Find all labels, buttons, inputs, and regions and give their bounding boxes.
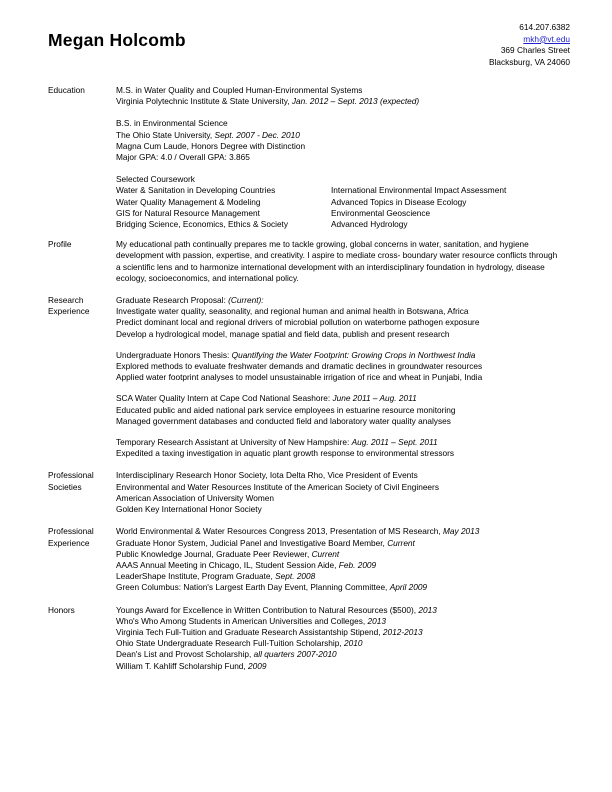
- bs-school-line: [116, 130, 564, 141]
- research-entry-title: SCA Water Quality Intern at Cape Cod National Seashore:: [116, 393, 331, 404]
- research-entry: [116, 393, 564, 427]
- item-text: Who's Who Among Students in American Universities and Colleges,: [116, 615, 366, 626]
- section-content-professional-societies: [116, 470, 564, 515]
- bs-honors: Magna Cum Laude, Honors Degree with Distinction: [116, 140, 306, 151]
- coursework-item: Water & Sanitation in Developing Countries: [116, 185, 276, 196]
- ms-school: Virginia Polytechnic Institute & State University,: [116, 96, 290, 107]
- spacer: [116, 163, 564, 174]
- item-date: 2012-2013: [382, 626, 423, 637]
- research-entry: [116, 295, 564, 340]
- society-item: Golden Key International Honor Society: [116, 504, 262, 515]
- research-bullet: Predict dominant local and regional drivers of microbial pollution on waterborne pathogen exposure: [116, 317, 480, 328]
- item-date: Current: [311, 548, 340, 559]
- resume-body: [48, 85, 564, 672]
- item-text: Graduate Honor System, Judicial Panel and Investigative Board Member,: [116, 537, 385, 548]
- section-label-line1: Professional: [48, 470, 94, 481]
- spacer: [116, 107, 564, 118]
- street-address: 369 Charles Street: [500, 45, 570, 56]
- coursework-heading: Selected Coursework: [116, 174, 195, 185]
- email-link[interactable]: mkh@vt.edu: [523, 33, 570, 44]
- society-item: Interdisciplinary Research Honor Society, Iota Delta Rho, Vice President of Events: [116, 470, 418, 481]
- coursework-item: Water Quality Management & Modeling: [116, 196, 261, 207]
- bs-degree: B.S. in Environmental Science: [116, 118, 228, 129]
- research-entry-dates: Aug. 2011 – Sept. 2011: [351, 437, 438, 448]
- section-label-line1: Professional: [48, 526, 94, 537]
- section-professional-experience: [48, 526, 564, 593]
- research-entry-header: [116, 437, 564, 448]
- research-bullet: Explored methods to evaluate freshwater demands and dramatic declines in groundwater resources: [116, 361, 483, 372]
- research-entry-header: [116, 295, 564, 306]
- phone-number: 614.207.6382: [519, 22, 570, 32]
- bs-dates: Sept. 2007 - Dec. 2010: [214, 129, 300, 140]
- item-date: 2009: [248, 660, 267, 671]
- spacer: [116, 383, 564, 393]
- profile-text: My educational path continually prepares me to tackle growing, global concerns in water, sanitation, and hygiene development with passion, expertise, and creativity. I aspire to mediate cross- boundary water resource conflicts through a scientific lens and to harmonize international development with an interdisciplinary foundation in hydrology, disease ecology, socioeconomics, and international policy.: [116, 239, 558, 283]
- section-content-honors: [116, 605, 564, 672]
- section-label-professional-experience: [48, 526, 116, 548]
- section-label-line2: Experience: [48, 306, 90, 317]
- research-entry-header: [116, 350, 564, 361]
- item-text: William T. Kahliff Scholarship Fund,: [116, 660, 246, 671]
- ms-dates: Jan. 2012 – Sept. 2013 (expected): [291, 96, 420, 107]
- research-bullet: Applied water footprint analyses to model unsustainable irrigation of rice and wheat in Punjabi, India: [116, 372, 483, 383]
- section-profile: [48, 239, 564, 284]
- item-date: Sept. 2008: [275, 571, 316, 582]
- ms-degree: M.S. in Water Quality and Coupled Human-Environmental Systems: [116, 85, 363, 95]
- section-label-line1: Research: [48, 295, 84, 306]
- coursework-item: Advanced Topics in Disease Ecology: [331, 196, 467, 207]
- professional-experience-item: [116, 526, 564, 537]
- section-content-profile: [116, 239, 564, 284]
- society-item: American Association of University Women: [116, 492, 275, 503]
- resume-header: [48, 22, 570, 78]
- section-education: [48, 85, 564, 230]
- city-state-zip: Blacksburg, VA 24060: [488, 56, 570, 67]
- honor-item: [116, 649, 564, 660]
- professional-experience-item: [116, 571, 564, 582]
- honor-item: [116, 616, 564, 627]
- coursework-grid: [116, 185, 564, 230]
- item-text: World Environmental & Water Resources Congress 2013, Presentation of MS Research,: [116, 526, 441, 537]
- item-date: all quarters 2007-2010: [253, 649, 337, 660]
- contact-block: [489, 22, 570, 68]
- research-bullet: Investigate water quality, seasonality, and regional human and animal health in Botswana, Africa: [116, 306, 469, 317]
- section-label-profile: Profile: [48, 239, 72, 250]
- research-bullet: Develop a hydrological model, manage spatial and field data, publish and present research: [116, 328, 450, 339]
- professional-experience-item: [116, 560, 564, 571]
- section-label-honors: Honors: [48, 604, 75, 615]
- research-entry-dates: Quantifying the Water Footprint: Growing Crops in Northwest India: [231, 349, 476, 360]
- coursework-item: Bridging Science, Economics, Ethics & Society: [116, 219, 289, 230]
- section-label-education: Education: [48, 85, 85, 95]
- item-text: Public Knowledge Journal, Graduate Peer Reviewer,: [116, 548, 310, 559]
- section-label-professional-societies: [48, 470, 116, 492]
- item-date: April 2009: [389, 582, 428, 593]
- professional-experience-item: [116, 582, 564, 593]
- section-label-line2: Experience: [48, 537, 90, 548]
- professional-experience-item: [116, 538, 564, 549]
- research-entry-header: [116, 393, 564, 404]
- honor-item: [116, 638, 564, 649]
- coursework-item: International Environmental Impact Assessment: [331, 185, 507, 196]
- research-entry: [116, 350, 564, 384]
- item-text: Ohio State Undergraduate Research Full-Tuition Scholarship,: [116, 638, 342, 649]
- professional-experience-item: [116, 549, 564, 560]
- section-content-education: [116, 85, 564, 230]
- research-entry-title: Temporary Research Assistant at University of New Hampshire:: [116, 437, 350, 448]
- item-date: Current: [387, 537, 415, 548]
- section-label-line2: Societies: [48, 481, 82, 492]
- item-text: AAAS Annual Meeting in Chicago, IL, Student Session Aide,: [116, 559, 337, 570]
- item-date: Feb. 2009: [338, 559, 377, 570]
- research-entry-title: Undergraduate Honors Thesis:: [116, 349, 230, 360]
- item-text: Green Columbus: Nation's Largest Earth Day Event, Planning Committee,: [116, 582, 388, 593]
- research-entry-title: Graduate Research Proposal:: [116, 295, 226, 306]
- section-content-research-experience: [116, 295, 564, 459]
- section-honors: [48, 605, 564, 672]
- item-date: 2013: [418, 604, 437, 615]
- coursework-item: GIS for Natural Resource Management: [116, 207, 260, 218]
- section-label-research-experience: [48, 295, 116, 317]
- spacer: [116, 427, 564, 437]
- item-text: LeaderShape Institute, Program Graduate,: [116, 571, 273, 582]
- research-entry: [116, 437, 564, 459]
- research-entry-dates: (Current):: [228, 295, 264, 306]
- spacer: [116, 340, 564, 350]
- honor-item: [116, 627, 564, 638]
- item-text: Dean's List and Provost Scholarship,: [116, 649, 252, 660]
- society-item: Environmental and Water Resources Institute of the American Society of Civil Engineers: [116, 481, 439, 492]
- research-bullet: Educated public and aided national park service employees in estuarine resource monitoring: [116, 404, 456, 415]
- section-research-experience: [48, 295, 564, 459]
- section-professional-societies: [48, 470, 564, 515]
- section-content-professional-experience: [116, 526, 564, 593]
- coursework-item: Advanced Hydrology: [331, 219, 408, 230]
- honor-item: [116, 605, 564, 616]
- item-date: May 2013: [442, 526, 480, 537]
- item-date: 2010: [343, 638, 363, 649]
- research-bullet: Expedited a taxing investigation in aquatic plant growth response to environmental stressors: [116, 448, 455, 459]
- honor-item: [116, 661, 564, 672]
- bs-school: The Ohio State University,: [116, 129, 213, 140]
- research-entry-dates: June 2011 – Aug. 2011: [332, 393, 417, 404]
- bs-gpa: Major GPA: 4.0 / Overall GPA: 3.865: [116, 152, 250, 163]
- page-title: Megan Holcomb: [48, 30, 186, 50]
- item-text: Youngs Award for Excellence in Written Contribution to Natural Resources ($500),: [116, 604, 417, 615]
- item-date: 2013: [367, 615, 387, 626]
- coursework-item: Environmental Geoscience: [331, 207, 431, 218]
- ms-school-line: [116, 96, 564, 107]
- research-bullet: Managed government databases and conducted field and laboratory water quality analyses: [116, 415, 451, 426]
- item-text: Virginia Tech Full-Tuition and Graduate Research Assistantship Stipend,: [116, 626, 381, 637]
